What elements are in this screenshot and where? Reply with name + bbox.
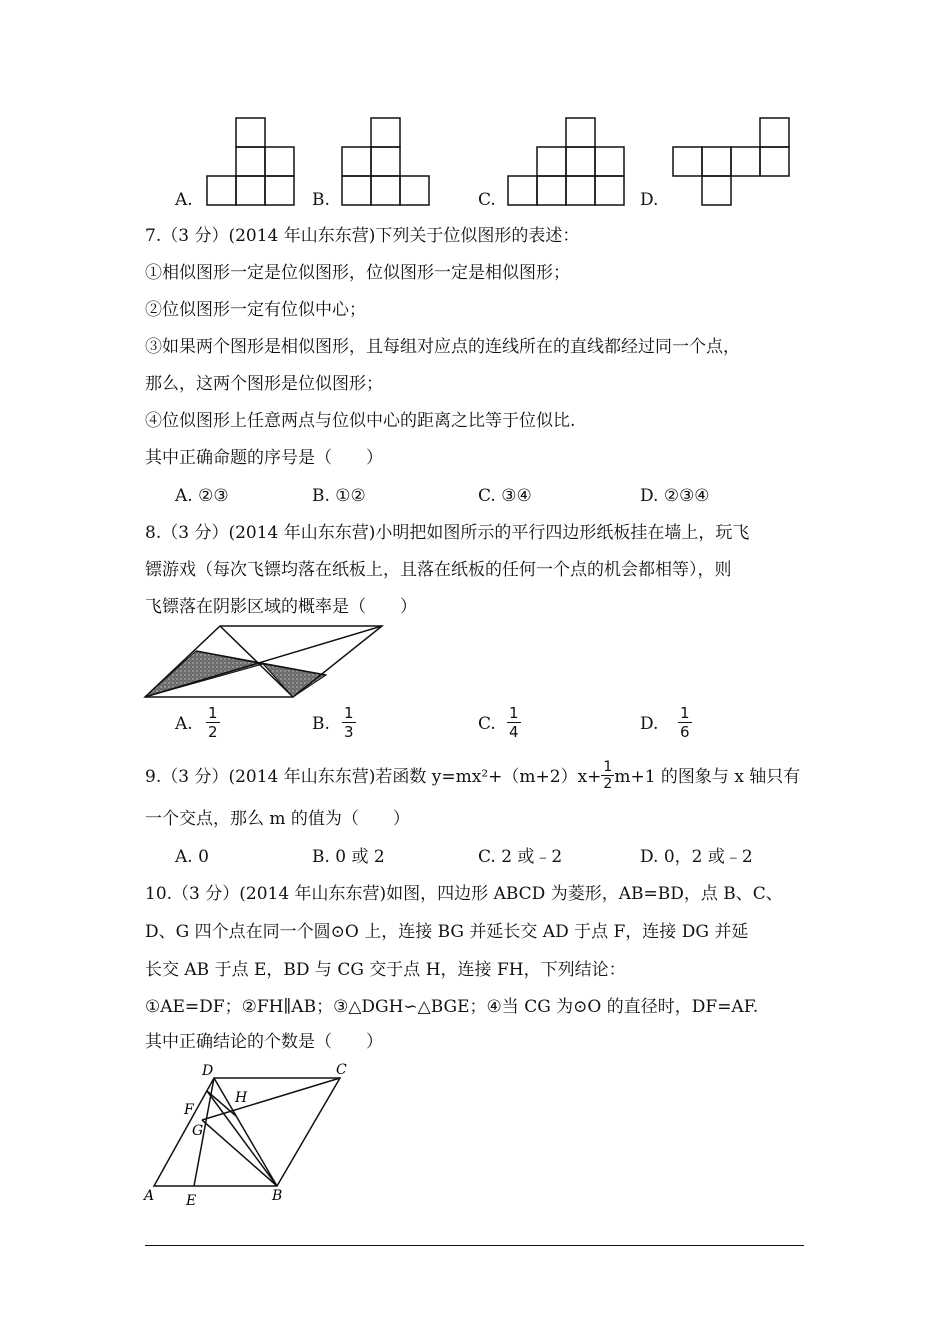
q10-label-d: D (202, 1063, 214, 1079)
q10-label-e: E (186, 1193, 197, 1209)
q9-option-b: B. 0 或 2 (312, 847, 385, 867)
q9-inline-fraction (601, 759, 614, 792)
q8-option-a-numerator: 1 (208, 704, 218, 722)
q6-option-b-label: B. (312, 190, 330, 210)
q7-option-a: A. ②③ (175, 486, 229, 506)
q7-option-c: C. ③④ (478, 486, 532, 506)
q10-line-4: ①AE=DF；②FH∥AB；③△DGH∽△BGE；④当 CG 为⊙O 的直径时，DF=AF. (145, 997, 759, 1017)
q6-option-a-figure (206, 117, 296, 207)
footer-divider (145, 1245, 804, 1246)
q8-option-c-denominator: 4 (509, 723, 519, 741)
q7-statement-4: ④位似图形上任意两点与位似中心的距离之比等于位似比. (145, 411, 576, 431)
q6-option-d-figure (672, 117, 792, 207)
q8-line-1: 8.（3 分）(2014 年山东东营)小明把如图所示的平行四边形纸板挂在墙上，玩飞 (145, 523, 750, 543)
q8-option-d-fraction (678, 704, 692, 741)
q9-fraction-numerator: 1 (603, 759, 613, 775)
q8-option-c-numerator: 1 (509, 704, 519, 722)
q8-option-b-label: B. (312, 714, 330, 734)
q7-stem: 7.（3 分）(2014 年山东东营)下列关于位似图形的表述： (145, 226, 580, 246)
q10-label-h: H (235, 1090, 248, 1106)
q8-option-a-denominator: 2 (208, 723, 218, 741)
q8-option-a-fraction (206, 704, 220, 741)
q9-option-a: A. 0 (175, 847, 209, 867)
q8-option-d-numerator: 1 (680, 704, 690, 722)
q8-option-b-fraction (342, 704, 356, 741)
q6-option-c-figure (507, 117, 627, 207)
q10-label-f: F (184, 1102, 194, 1118)
q10-line-2: D、G 四个点在同一个圆⊙O 上，连接 BG 并延长交 AD 于点 F，连接 DG 并延 (145, 922, 749, 942)
q9-option-c: C. 2 或﹣2 (478, 847, 563, 867)
q10-label-a: A (144, 1188, 155, 1204)
q9-option-d: D. 0，2 或﹣2 (640, 847, 753, 867)
q10-line-1: 10.（3 分）(2014 年山东东营)如图，四边形 ABCD 为菱形，AB=BD，点 B、C、 (145, 884, 783, 904)
q6-option-a-label: A. (175, 190, 193, 210)
q9-line-2: 一个交点，那么 m 的值为（ ） (145, 809, 410, 829)
q9-line-1-pre: 9.（3 分）(2014 年山东东营)若函数 y=mx²+（m+2）x+ (145, 767, 602, 787)
q10-label-c: C (336, 1062, 347, 1078)
q7-question: 其中正确命题的序号是（ ） (145, 448, 383, 468)
q8-line-2: 镖游戏（每次飞镖均落在纸板上，且落在纸板的任何一个点的机会都相等），则 (145, 560, 732, 580)
q6-option-b-figure (341, 117, 433, 207)
q10-line-5: 其中正确结论的个数是（ ） (145, 1032, 383, 1052)
q7-statement-3b: 那么，这两个图形是位似图形； (145, 374, 383, 394)
q8-option-d-denominator: 6 (680, 723, 690, 741)
q8-line-3: 飞镖落在阴影区域的概率是（ ） (145, 597, 417, 617)
q10-rhombus-figure (140, 1060, 370, 1210)
q8-shaded-left (145, 651, 263, 697)
q8-option-c-label: C. (478, 714, 496, 734)
q8-option-b-denominator: 3 (344, 723, 354, 741)
q7-option-b: B. ①② (312, 486, 366, 506)
q8-option-a-label: A. (175, 714, 193, 734)
q7-statement-3a: ③如果两个图形是相似图形，且每组对应点的连线所在的直线都经过同一个点， (145, 337, 740, 357)
q7-option-d: D. ②③④ (640, 486, 710, 506)
q6-option-c-label: C. (478, 190, 496, 210)
q10-label-g: G (192, 1123, 204, 1139)
q7-statement-2: ②位似图形一定有位似中心； (145, 300, 366, 320)
q8-parallelogram-figure (140, 622, 388, 702)
q6-option-d-label: D. (640, 190, 659, 210)
q8-option-d-label: D. (640, 714, 659, 734)
q9-line-1 (145, 761, 800, 794)
q9-fraction-denominator: 2 (603, 776, 613, 792)
q10-line-3: 长交 AB 于点 E，BD 与 CG 交于点 H，连接 FH，下列结论： (145, 960, 626, 980)
q8-option-c-fraction (507, 704, 521, 741)
q7-statement-1: ①相似图形一定是位似图形，位似图形一定是相似图形； (145, 263, 570, 283)
q8-option-b-numerator: 1 (344, 704, 354, 722)
q10-label-b: B (272, 1188, 283, 1204)
q9-line-1-post: m+1 的图象与 x 轴只有 (614, 767, 801, 787)
